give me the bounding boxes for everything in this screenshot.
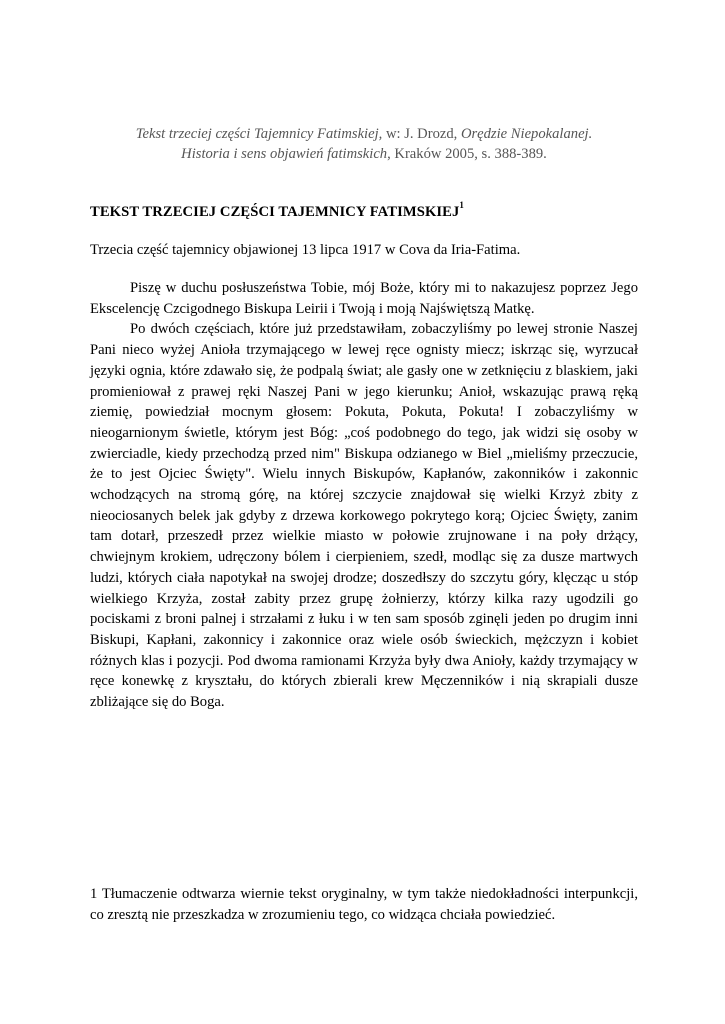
citation-book-subtitle: Historia i sens objawień fatimskich [181, 146, 388, 162]
citation-publication: , Kraków 2005, s. 388-389. [387, 146, 547, 162]
footnote-marker: 1 [459, 200, 465, 211]
body-text [90, 278, 638, 713]
citation-line-1 [90, 124, 638, 144]
source-citation [90, 124, 638, 164]
citation-line-2 [90, 144, 638, 164]
citation-author: w: J. Drozd, [382, 126, 461, 142]
document-heading [90, 202, 638, 223]
citation-book-title: Orędzie Niepokalanej. [460, 126, 593, 142]
footnote: 1 Tłumaczenie odtwarza wiernie tekst oryginalny, w tym także niedokładności interpunkcji, co zresztą nie przeszkadza w zrozumieniu tego, co widząca chciała powiedzieć. [90, 886, 638, 923]
intro-line: Trzecia część tajemnicy objawionej 13 lipca 1917 w Cova da Iria-Fatima. [90, 242, 521, 258]
heading-title: TEKST TRZECIEJ CZĘŚCI TAJEMNICY FATIMSKIEJ [90, 204, 460, 220]
citation-title: Tekst trzeciej części Tajemnicy Fatimskiej, [135, 126, 383, 142]
paragraph: Piszę w duchu posłuszeństwa Tobie, mój Boże, który mi to nakazujesz poprzez Jego Ekscelencję Czcigodnego Biskupa Leirii i Twoją i moją Najświętszą Matkę. [90, 280, 638, 317]
paragraph: Po dwóch częściach, które już przedstawiłam, zobaczyliśmy po lewej stronie Naszej Pani nieco wyżej Anioła trzymającego w lewej ręce ognisty miecz; iskrząc się, wyrzucał języki ognia, które zdawało się, że podpalą świat; ale gasły one w zetknięciu z blaskiem, jaki promieniował z prawej ręki Naszej Pani w jego kierunku; Anioł, wskazując prawą ręką ziemię, powiedział mocnym głosem: Pokuta, Pokuta, Pokuta! I zobaczyliśmy w nieogarnionym świetle, którym jest Bóg: „coś podobnego do tego, jak widzi się osoby w zwierciadle, kiedy przechodzą przed nim" Biskupa odzianego w Biel „mieliśmy przeczucie, że to jest Ojciec Święty". Wielu innych Biskupów, Kapłanów, zakonników i zakonnic wchodzących na stromą górę, na której szczycie znajdował się wielki Krzyż zbity z nieociosanych belek jak gdyby z drzewa korkowego pokrytego korą; Ojciec Święty, zanim tam dotarł, przeszedł przez wielkie miasto w połowie zrujnowane i na poły drżący, chwiejnym krokiem, udręczony bólem i cierpieniem, szedł, modląc się za dusze martwych ludzi, których ciała napotykał na swojej drodze; doszedłszy do szczytu góry, klęcząc u stóp wielkiego Krzyża, został zabity przez grupę żołnierzy, którzy kilka razy ugodzili go pociskami z broni palnej i strzałami z łuku i w ten sam sposób zginęli jeden po drugim inni Biskupi, Kapłani, zakonnicy i zakonnice oraz wiele osób świeckich, mężczyzn i kobiet różnych klas i pozycji. Pod dwoma ramionami Krzyża były dwa Anioły, każdy trzymający w ręce konewkę z kryształu, do których zbierali krew Męczenników i nią skrapiali dusze zbliżające się do Boga. [90, 321, 638, 711]
